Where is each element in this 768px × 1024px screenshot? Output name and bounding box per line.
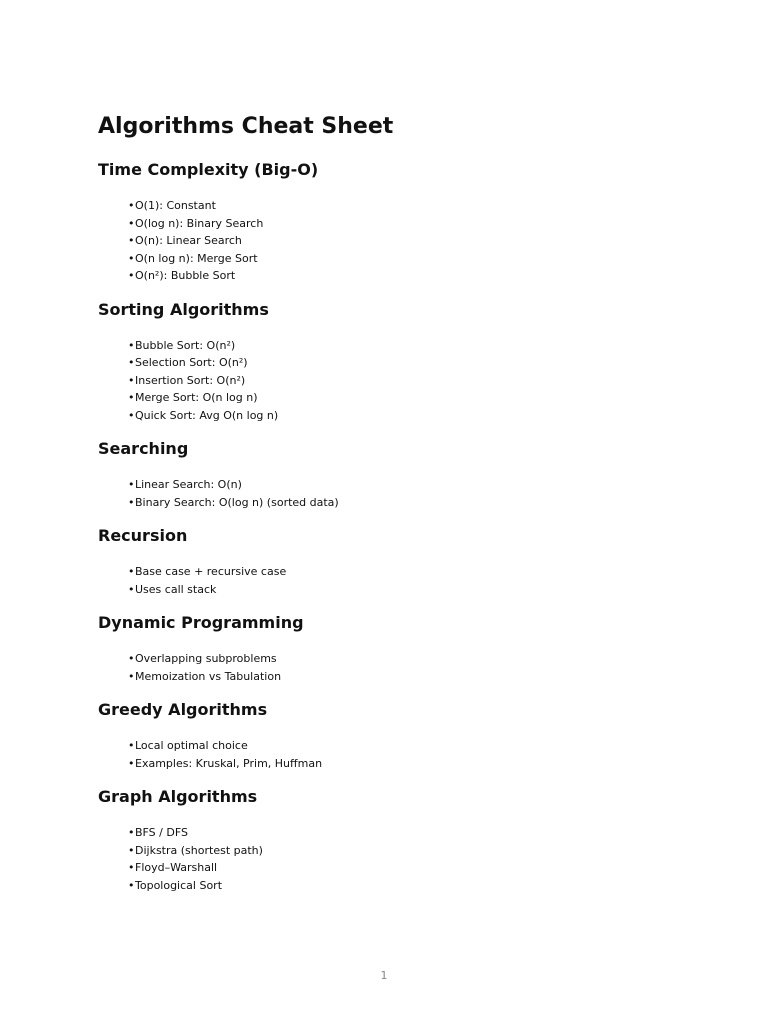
list-item-text: Overlapping subproblems	[135, 652, 277, 665]
section	[98, 782, 698, 894]
bullet-icon: •	[128, 582, 135, 596]
section	[98, 695, 698, 772]
list-item-text: Insertion Sort: O(n²)	[135, 373, 246, 387]
list-item	[128, 232, 698, 250]
list-item	[128, 494, 698, 512]
bullet-icon: •	[128, 669, 135, 683]
list-item-text: Bubble Sort: O(n²)	[135, 338, 236, 352]
section-heading: Graph Algorithms	[98, 787, 258, 806]
page-number: 1	[380, 969, 388, 982]
list-item	[128, 407, 698, 425]
list-item-text: Local optimal choice	[135, 739, 248, 752]
bullet-icon: •	[128, 878, 135, 892]
list-item-text: Base case + recursive case	[135, 565, 287, 578]
list-item-text: Examples: Kruskal, Prim, Huffman	[135, 756, 323, 770]
list-item	[128, 824, 698, 842]
bullet-list	[128, 476, 698, 511]
list-item	[128, 354, 698, 372]
list-item-text: O(1): Constant	[135, 199, 216, 212]
bullet-icon: •	[128, 391, 135, 404]
list-item-text: Quick Sort: Avg O(n log n)	[135, 408, 279, 422]
list-item	[128, 250, 698, 268]
bullet-icon: •	[128, 373, 135, 387]
section-heading: Dynamic Programming	[98, 613, 304, 632]
section-heading: Time Complexity (Big-O)	[98, 160, 319, 179]
list-item	[128, 267, 698, 285]
list-item	[128, 859, 698, 877]
document-title: Algorithms Cheat Sheet	[98, 114, 394, 139]
list-item-text: Dijkstra (shortest path)	[135, 843, 263, 857]
bullet-icon: •	[128, 565, 135, 578]
bullet-icon: •	[128, 652, 135, 665]
list-item-text: Binary Search: O(log n) (sorted data)	[135, 495, 339, 509]
bullet-list	[128, 650, 698, 685]
bullet-icon: •	[128, 739, 135, 752]
bullet-icon: •	[128, 861, 135, 874]
bullet-list	[128, 737, 698, 772]
list-item-text: Memoization vs Tabulation	[135, 669, 282, 683]
list-item-text: Uses call stack	[135, 582, 217, 596]
list-item	[128, 650, 698, 668]
bullet-list	[128, 337, 698, 425]
list-item	[128, 563, 698, 581]
list-item-text: BFS / DFS	[135, 826, 188, 839]
list-item	[128, 337, 698, 355]
bullet-icon: •	[128, 478, 135, 491]
document-body	[98, 109, 698, 894]
bullet-icon: •	[128, 495, 135, 509]
list-item	[128, 842, 698, 860]
bullet-icon: •	[128, 269, 135, 282]
section	[98, 295, 698, 425]
section	[98, 155, 698, 285]
bullet-list	[128, 563, 698, 598]
list-item-text: Floyd–Warshall	[135, 861, 218, 874]
bullet-icon: •	[128, 826, 135, 839]
section	[98, 521, 698, 598]
bullet-icon: •	[128, 356, 135, 369]
list-item-text: O(n): Linear Search	[135, 234, 242, 247]
bullet-icon: •	[128, 756, 135, 770]
section-heading: Sorting Algorithms	[98, 299, 269, 319]
list-item-text: Topological Sort	[135, 878, 223, 892]
bullet-icon: •	[128, 199, 135, 212]
section-heading: Recursion	[98, 526, 188, 545]
list-item	[128, 389, 698, 407]
bullet-icon: •	[128, 408, 135, 422]
list-item	[128, 755, 698, 773]
bullet-icon: •	[128, 251, 135, 265]
section-heading: Greedy Algorithms	[98, 700, 268, 719]
bullet-icon: •	[128, 234, 135, 247]
sections-container	[98, 155, 698, 894]
list-item	[128, 877, 698, 895]
bullet-icon: •	[128, 843, 135, 857]
list-item-text: Selection Sort: O(n²)	[135, 356, 248, 369]
list-item-text: O(n log n): Merge Sort	[135, 251, 258, 265]
bullet-icon: •	[128, 216, 135, 230]
list-item	[128, 581, 698, 599]
list-item-text: Merge Sort: O(n log n)	[135, 391, 258, 404]
list-item	[128, 476, 698, 494]
section-heading: Searching	[98, 439, 189, 458]
list-item	[128, 737, 698, 755]
list-item	[128, 668, 698, 686]
list-item	[128, 197, 698, 215]
list-item	[128, 372, 698, 390]
bullet-list	[128, 197, 698, 285]
section	[98, 608, 698, 685]
list-item-text: Linear Search: O(n)	[135, 478, 242, 491]
list-item-text: O(log n): Binary Search	[135, 216, 264, 230]
list-item-text: O(n²): Bubble Sort	[135, 269, 236, 282]
bullet-icon: •	[128, 338, 135, 352]
bullet-list	[128, 824, 698, 894]
section	[98, 434, 698, 511]
list-item	[128, 215, 698, 233]
